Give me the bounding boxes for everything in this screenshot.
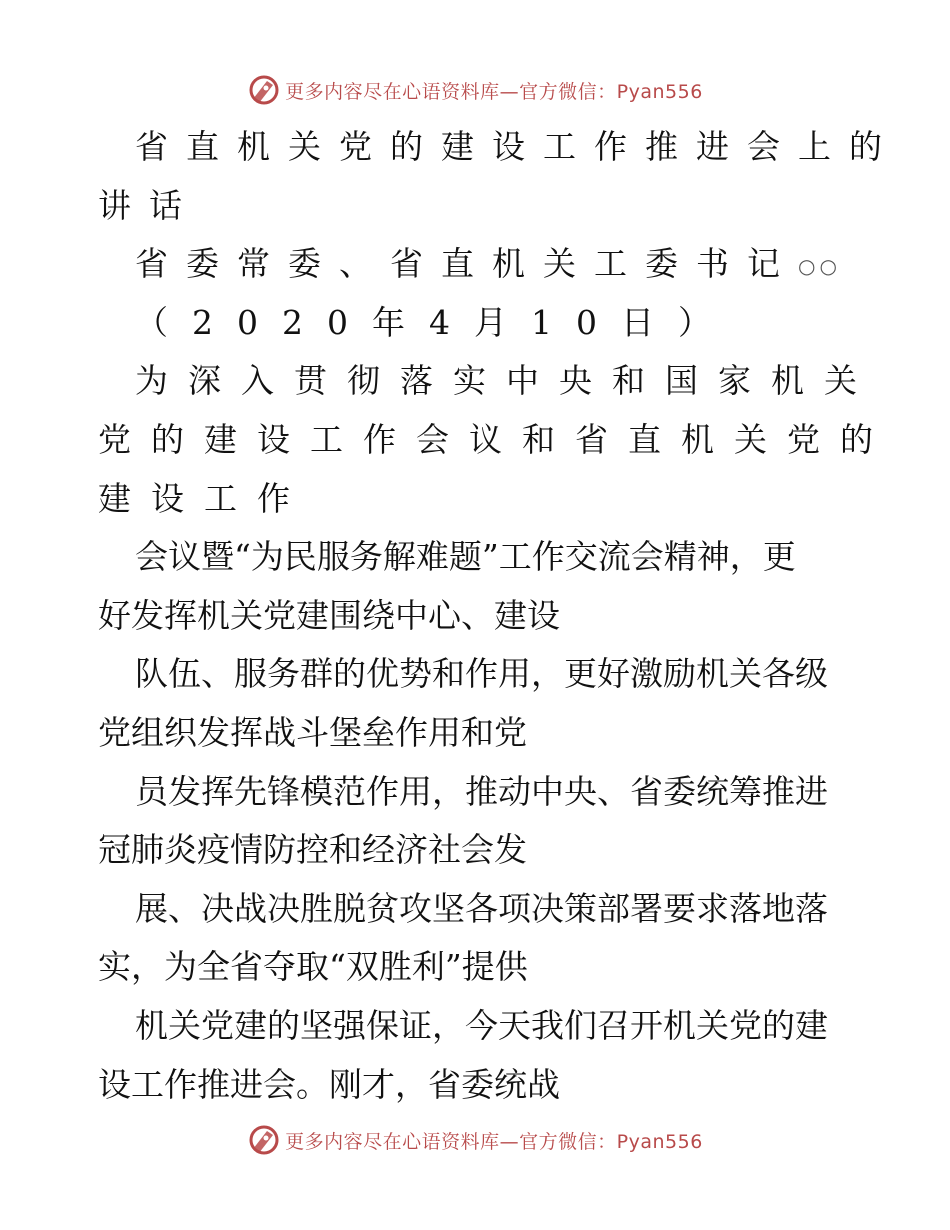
paragraph-line: 党组织发挥战斗堡垒作用和党 [98, 712, 527, 752]
author-suffix: ○○ [798, 253, 841, 278]
title-line-1: 省直机关党的建设工作推进会上的 [135, 127, 900, 166]
watermark-text: 更多内容尽在心语资料库—官方微信：Pyan556 [285, 80, 703, 103]
paragraph-line: 为深入贯彻落实中央和国家机关 [135, 361, 877, 401]
paragraph-line: 好发挥机关党建围绕中心、建设 [98, 595, 560, 635]
pen-nib-logo-icon [247, 73, 281, 107]
watermark-text: 更多内容尽在心语资料库—官方微信：Pyan556 [285, 1130, 703, 1153]
paragraph-line: 队伍、服务群的优势和作用，更好激励机关各级 [135, 654, 828, 694]
paragraph-line: 员发挥先锋模范作用，推动中央、省委统筹推进 [135, 771, 828, 811]
watermark-banner-bottom [0, 1120, 950, 1160]
date-line: （2020年4月10日） [135, 302, 735, 342]
document-body [98, 118, 900, 1114]
author-text: 省委常委、省直机关工委书记 [135, 244, 798, 284]
paragraph-line: 建设工作 [98, 478, 310, 518]
author-line [98, 235, 850, 294]
watermark-banner-top [0, 70, 950, 110]
paragraph-line: 会议暨“为民服务解难题”工作交流会精神，更 [135, 537, 796, 577]
paragraph-line: 冠肺炎疫情防控和经济社会发 [98, 830, 527, 870]
title-line-2: 讲话 [98, 185, 200, 225]
paragraph-line: 党的建设工作会议和省直机关党的 [98, 419, 893, 459]
paragraph-line: 实，为全省夺取“双胜利”提供 [98, 947, 528, 987]
paragraph-line: 展、决战决胜脱贫攻坚各项决策部署要求落地落 [135, 888, 828, 928]
pen-nib-logo-icon [247, 1123, 281, 1157]
paragraph-line: 机关党建的坚强保证，今天我们召开机关党的建 [135, 1005, 828, 1045]
paragraph-line: 设工作推进会。刚才，省委统战 [98, 1064, 560, 1104]
